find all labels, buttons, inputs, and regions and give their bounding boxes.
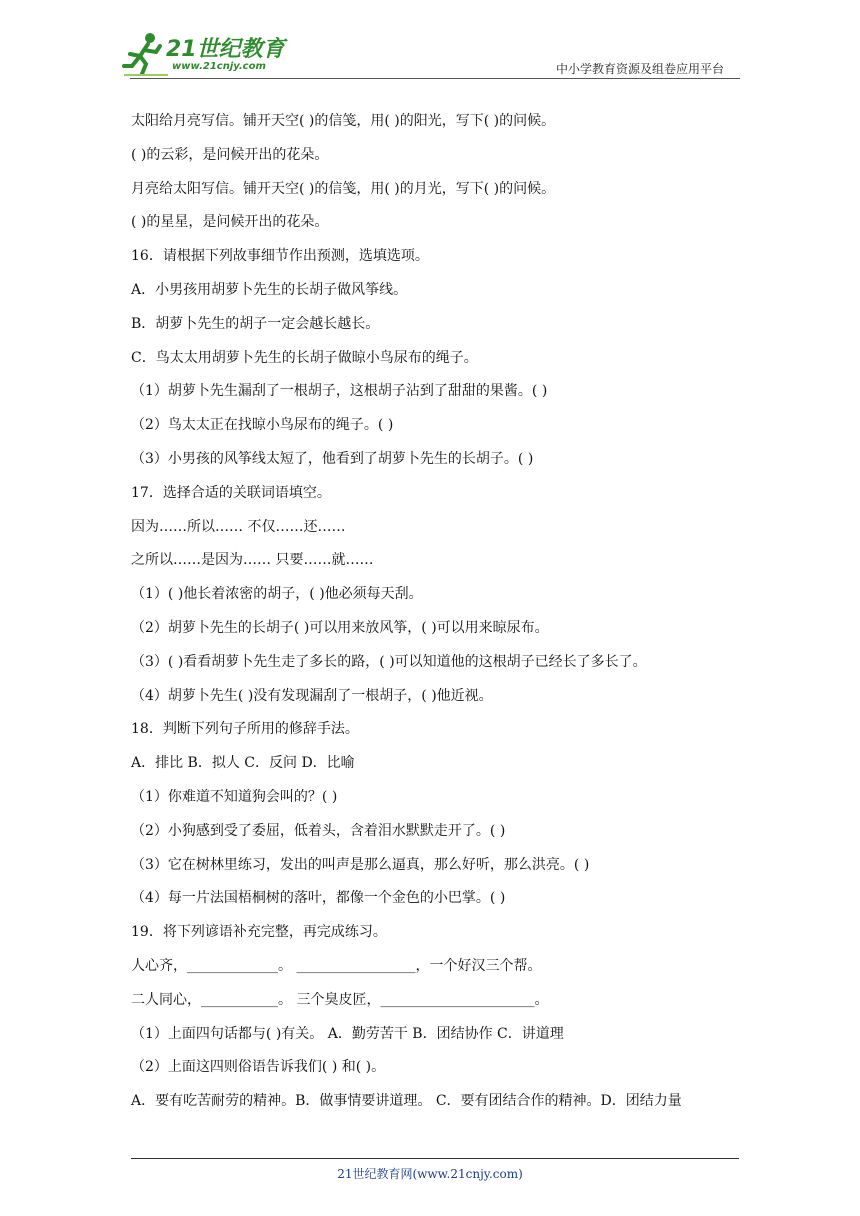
header-divider <box>130 78 740 79</box>
question-17-title: 17．选择合适的关联词语填空。 <box>131 484 331 501</box>
text-line: ( )的星星，是问候开出的花朵。 <box>131 214 329 231</box>
sub-question: （2）小狗感到受了委屈，低着头，含着泪水默默走开了。( ) <box>131 822 506 839</box>
proverb-line: 二人同心，___________。 三个臭皮匠，______________________。 <box>131 991 549 1008</box>
sub-question: （3）( )看看胡萝卜先生走了多长的路，( )可以知道他的这根胡子已经长了多长了。 <box>131 653 647 670</box>
logo <box>120 30 290 78</box>
sub-question: （4）每一片法国梧桐树的落叶，都像一个金色的小巴掌。( ) <box>131 890 506 907</box>
question-16-title: 16．请根据下列故事细节作出预测，选填选项。 <box>131 248 429 265</box>
question-18-title: 18．判断下列句子所用的修辞手法。 <box>131 721 359 738</box>
sub-question: （3）小男孩的风筝线太短了，他看到了胡萝卜先生的长胡子。( ) <box>131 450 534 467</box>
option-line: B．胡萝卜先生的胡子一定会越长越长。 <box>131 315 380 332</box>
logo-brand-text: 21世纪教育 <box>166 37 285 62</box>
page-header <box>120 30 740 82</box>
question-19-title: 19．将下列谚语补充完整，再完成练习。 <box>131 924 387 941</box>
text-line: 月亮给太阳写信。铺开天空( )的信笺，用( )的月光，写下( )的问候。 <box>131 180 556 197</box>
text-line: 太阳给月亮写信。铺开天空( )的信笺，用( )的阳光，写下( )的问候。 <box>131 113 556 129</box>
footer-divider <box>131 1158 739 1159</box>
option-line: A．要有吃苦耐劳的精神。B．做事情要讲道理。 C．要有团结合作的精神。D．团结力量 <box>131 1093 682 1110</box>
sub-question: （2）胡萝卜先生的长胡子( )可以用来放风筝，( )可以用来晾尿布。 <box>131 619 549 636</box>
sub-question: （1）( )他长着浓密的胡子，( )他必须每天刮。 <box>131 586 423 603</box>
sub-question: （2）上面这四则俗语告诉我们( ) 和( )。 <box>131 1059 386 1076</box>
platform-title: 中小学教育资源及组卷应用平台 <box>555 62 724 76</box>
sub-question: （2）鸟太太正在找晾小鸟尿布的绳子。( ) <box>131 417 394 434</box>
worksheet-content <box>131 108 741 1122</box>
sub-question: （1）胡萝卜先生漏刮了一根胡子，这根胡子沾到了甜甜的果酱。( ) <box>131 383 548 400</box>
option-line: C．鸟太太用胡萝卜先生的长胡子做晾小鸟尿布的绳子。 <box>131 349 478 366</box>
logo-url-text: www.21cnjy.com <box>172 61 266 72</box>
proverb-line: 人心齐，_____________。 _________________，一个好汉三个帮。 <box>131 957 542 974</box>
sub-question: （1）上面四句话都与( )有关。 A．勤劳苦干 B．团结协作 C．讲道理 <box>131 1025 564 1042</box>
page-footer: 21世纪教育网(www.21cnjy.com) <box>337 1167 523 1181</box>
sub-question: （1）你难道不知道狗会叫的？( ) <box>131 788 338 805</box>
sub-question: （3）它在树林里练习，发出的叫声是那么逼真，那么好听，那么洪亮。( ) <box>131 856 590 873</box>
option-line: 之所以……是因为…… 只要……就…… <box>131 552 374 569</box>
option-line: A．排比 B．拟人 C．反问 D．比喻 <box>131 755 355 772</box>
option-line: 因为……所以…… 不仅……还…… <box>131 518 346 535</box>
text-line: ( )的云彩，是问候开出的花朵。 <box>131 146 329 163</box>
option-line: A．小男孩用胡萝卜先生的长胡子做风筝线。 <box>131 281 408 298</box>
sub-question: （4）胡萝卜先生( )没有发现漏刮了一根胡子，( )他近视。 <box>131 687 493 704</box>
runner-logo-icon <box>120 30 168 78</box>
